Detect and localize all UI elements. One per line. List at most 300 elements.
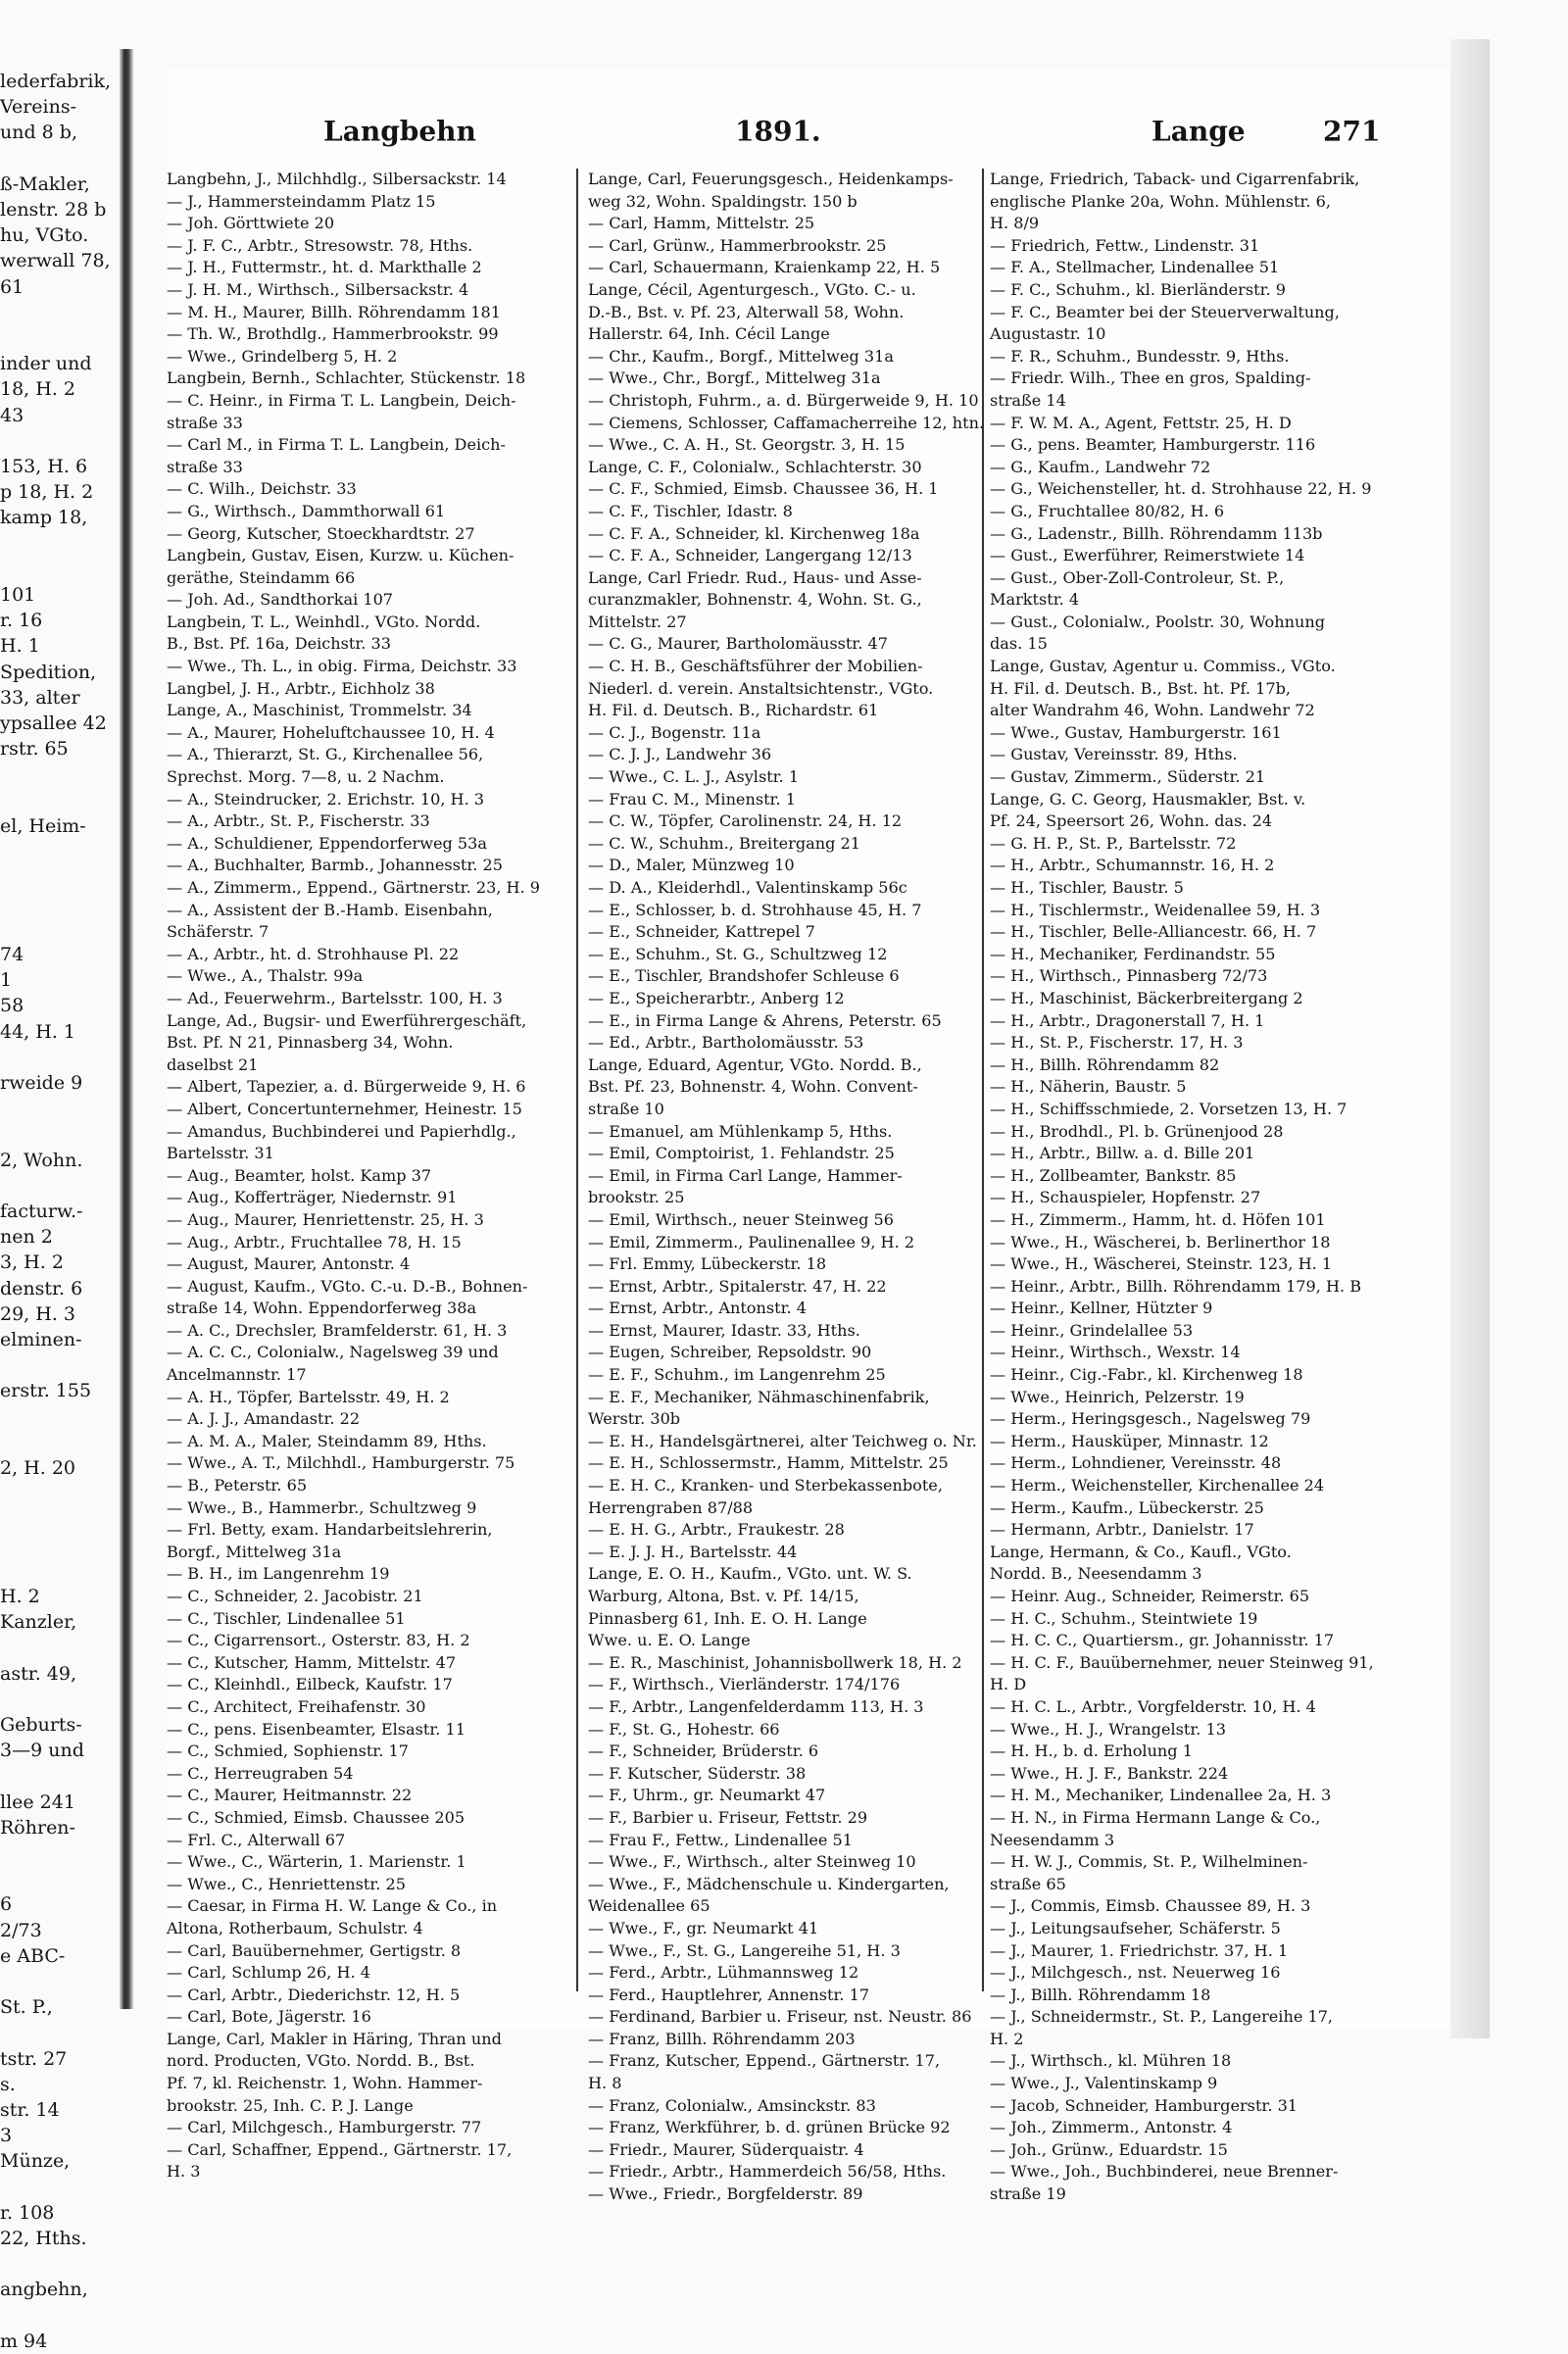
directory-entry-line: — Franz, Billh. Röhrendamm 203 xyxy=(588,2029,856,2048)
directory-entry-line: B., Bst. Pf. 16a, Deichstr. 33 xyxy=(167,634,392,654)
directory-entry-line: — Carl, Arbtr., Diederichstr. 12, H. 5 xyxy=(167,1985,461,2004)
directory-entry-line: — A., Thierarzt, St. G., Kirchenallee 56, xyxy=(167,745,484,764)
directory-entry-line: das. 15 xyxy=(990,634,1048,654)
strip-line: facturw.- xyxy=(0,1200,83,1222)
directory-entry-line: Lange, G. C. Georg, Hausmakler, Bst. v. xyxy=(990,789,1306,809)
strip-line: 43 xyxy=(0,404,24,426)
strip-line xyxy=(0,1763,118,1789)
strip-line: 101 xyxy=(0,584,36,607)
directory-entry-line: — H., Wirthsch., Pinnasberg 72/73 xyxy=(990,966,1268,986)
directory-entry-line: — H., Näherin, Baustr. 5 xyxy=(990,1077,1187,1097)
directory-entry-line: Marktstr. 4 xyxy=(990,590,1080,610)
strip-line: erstr. 155 xyxy=(0,1380,92,1402)
directory-entry-line: — G., Wirthsch., Dammthorwall 61 xyxy=(167,501,446,520)
directory-entry-line: — E. F., Schuhm., im Langenrehm 25 xyxy=(588,1365,886,1385)
directory-entry-line: — Herm., Lohndiener, Vereinsstr. 48 xyxy=(990,1453,1282,1473)
directory-entry-line: — Emanuel, am Mühlenkamp 5, Hths. xyxy=(588,1121,893,1141)
strip-line xyxy=(0,1866,118,1891)
directory-entry-line: Lange, Carl, Feuerungsgesch., Heidenkamps- xyxy=(588,170,954,188)
directory-entry-line: — E., Tischler, Brandshofer Schleuse 6 xyxy=(588,966,900,986)
directory-entry-line: — Wwe., B., Hammerbr., Schultzweg 9 xyxy=(167,1497,477,1517)
directory-entry-line: — F. R., Schuhm., Bundesstr. 9, Hths. xyxy=(990,346,1290,366)
directory-entry-line: — Wwe., F., Wirthsch., alter Steinweg 10 xyxy=(588,1852,916,1872)
directory-entry-line: — Herm., Heringsgesch., Nagelsweg 79 xyxy=(990,1409,1311,1429)
column-3 xyxy=(990,169,1382,2204)
strip-line: tstr. 27 xyxy=(0,2047,68,2070)
directory-entry-line: daselbst 21 xyxy=(167,1054,259,1074)
directory-entry-line: — Franz, Colonialw., Amsinckstr. 83 xyxy=(588,2095,876,2115)
directory-entry-line: — Aug., Maurer, Henriettenstr. 25, H. 3 xyxy=(167,1209,484,1229)
directory-entry-line: — Frl. C., Alterwall 67 xyxy=(167,1830,346,1849)
strip-line xyxy=(0,1404,118,1430)
strip-line xyxy=(0,300,118,325)
directory-entry-line: Langbein, Bernh., Schlachter, Stückenstr. 18 xyxy=(167,368,526,388)
directory-entry-line: — G. H. P., St. P., Bartelsstr. 72 xyxy=(990,833,1237,853)
strip-line: denstr. 6 xyxy=(0,1277,83,1300)
directory-entry-line: — Wwe., H. J., Wrangelstr. 13 xyxy=(990,1719,1227,1739)
directory-entry-line: — Franz, Kutscher, Eppend., Gärtnerstr. 17, xyxy=(588,2051,941,2071)
directory-entry-line: Herrengraben 87/88 xyxy=(588,1497,754,1517)
directory-entry-line: — Amandus, Buchbinderei und Papierhdlg., xyxy=(167,1121,516,1141)
directory-entry-line: — Ernst, Arbtr., Antonstr. 4 xyxy=(588,1299,807,1318)
strip-line: rweide 9 xyxy=(0,1071,83,1094)
directory-entry-line: — Emil, in Firma Carl Lange, Hammer- xyxy=(588,1165,903,1185)
directory-entry-line: — August, Kaufm., VGto. C.-u. D.-B., Bohnen- xyxy=(167,1276,528,1296)
directory-entry-line: — Wwe., C. L. J., Asylstr. 1 xyxy=(588,767,800,787)
strip-line xyxy=(0,839,118,864)
directory-entry-line: — H. C. C., Quartiersm., gr. Johannisstr. 17 xyxy=(990,1631,1335,1650)
directory-entry-line: geräthe, Steindamm 66 xyxy=(167,567,356,587)
strip-line: 3—9 und xyxy=(0,1740,84,1762)
directory-entry-line: — A., Schuldiener, Eppendorferweg 53a xyxy=(167,833,488,853)
directory-entry-line: — Carl, Bauübernehmer, Gertigstr. 8 xyxy=(167,1940,462,1960)
directory-entry-line: — C., Schneider, 2. Jacobistr. 21 xyxy=(167,1587,423,1605)
directory-entry-line: weg 32, Wohn. Spaldingstr. 150 b xyxy=(588,191,858,211)
strip-line xyxy=(0,2175,118,2200)
strip-line xyxy=(0,1173,118,1199)
entry-columns xyxy=(167,169,1382,2204)
directory-entry-line: Niederl. d. verein. Anstaltsichtenstr., VGto. xyxy=(588,678,934,698)
directory-entry-line: — Frau F., Fettw., Lindenallee 51 xyxy=(588,1830,854,1849)
directory-entry-line: Lange, Friedrich, Taback- und Cigarrenfabrik, xyxy=(990,170,1360,188)
directory-entry-line: straße 33 xyxy=(167,457,243,476)
directory-entry-line: — Wwe., Joh., Buchbinderei, neue Brenner- xyxy=(990,2162,1339,2182)
directory-entry-line: — J., Commis, Eimsb. Chaussee 89, H. 3 xyxy=(990,1896,1311,1916)
directory-entry-line: — H. N., in Firma Hermann Lange & Co., xyxy=(990,1807,1321,1827)
directory-entry-line: Augustastr. 10 xyxy=(990,324,1106,344)
directory-entry-line: — C., Tischler, Lindenallee 51 xyxy=(167,1608,406,1628)
directory-entry-line: — Carl, Schlump 26, H. 4 xyxy=(167,1963,371,1983)
directory-entry-line: — Heinr., Kellner, Hützter 9 xyxy=(990,1299,1213,1318)
directory-entry-line: — Herm., Kaufm., Lübeckerstr. 25 xyxy=(990,1497,1264,1517)
strip-line: Spedition, xyxy=(0,661,97,683)
strip-line: astr. 49, xyxy=(0,1662,77,1685)
strip-line: H. 2 xyxy=(0,1585,40,1607)
directory-entry-line: — August, Maurer, Antonstr. 4 xyxy=(167,1254,411,1274)
strip-line xyxy=(0,1121,118,1147)
strip-line xyxy=(0,1506,118,1532)
directory-entry-line: — Frl. Betty, exam. Handarbeitslehrerin, xyxy=(167,1520,493,1540)
directory-entry-line: Lange, Cécil, Agenturgesch., VGto. C.- u. xyxy=(588,279,916,299)
directory-entry-line: — G., pens. Beamter, Hamburgerstr. 116 xyxy=(990,435,1316,455)
directory-entry-line: — H., Arbtr., Dragonerstall 7, H. 1 xyxy=(990,1010,1265,1030)
directory-entry-line: — Eugen, Schreiber, Repsoldstr. 90 xyxy=(588,1343,872,1362)
directory-entry-line: — C., Schmied, Eimsb. Chaussee 205 xyxy=(167,1807,466,1827)
directory-entry-line: — Herm., Hausküper, Minnastr. 12 xyxy=(990,1431,1269,1450)
strip-line: r. 108 xyxy=(0,2201,55,2224)
directory-entry-line: — H., Tischler, Baustr. 5 xyxy=(990,878,1184,897)
directory-entry-line: — D. A., Kleiderhdl., Valentinskamp 56c xyxy=(588,878,907,897)
directory-entry-line: brookstr. 25, Inh. C. P. J. Lange xyxy=(167,2095,414,2115)
directory-entry-line: Langbein, T. L., Weinhdl., VGto. Nordd. xyxy=(167,612,481,631)
strip-line: e ABC- xyxy=(0,1944,66,1967)
directory-entry-line: — E., Speicherarbtr., Anberg 12 xyxy=(588,988,845,1007)
strip-line xyxy=(0,891,118,916)
directory-entry-line: H. 3 xyxy=(167,2162,201,2182)
directory-entry-line: — Hermann, Arbtr., Danielstr. 17 xyxy=(990,1520,1254,1540)
directory-entry-line: — J., Milchgesch., nst. Neuerweg 16 xyxy=(990,1963,1281,1983)
directory-entry-line: Langbel, J. H., Arbtr., Eichholz 38 xyxy=(167,678,435,698)
directory-entry-line: — Heinr., Grindelallee 53 xyxy=(990,1320,1194,1340)
strip-line: el, Heim- xyxy=(0,814,86,837)
directory-entry-line: — Heinr., Wirthsch., Wexstr. 14 xyxy=(990,1343,1241,1362)
directory-entry-line: — Wwe., C., Henriettenstr. 25 xyxy=(167,1874,406,1893)
directory-entry-line: — Heinr. Aug., Schneider, Reimerstr. 65 xyxy=(990,1587,1310,1605)
strip-line xyxy=(0,788,118,813)
directory-entry-line: brookstr. 25 xyxy=(588,1188,685,1207)
directory-entry-line: — Friedr., Maurer, Süderquaistr. 4 xyxy=(588,2139,864,2159)
directory-entry-line: — Carl M., in Firma T. L. Langbein, Deich- xyxy=(167,435,506,455)
directory-entry-line: — C. J., Bogenstr. 11a xyxy=(588,722,761,742)
directory-entry-line: — H., Brodhdl., Pl. b. Grünenjood 28 xyxy=(990,1121,1284,1141)
strip-line xyxy=(0,557,118,582)
directory-entry-line: — Chr., Kaufm., Borgf., Mittelweg 31a xyxy=(588,346,894,366)
strip-line: ypsallee 42 xyxy=(0,712,107,735)
strip-line: 33, alter xyxy=(0,686,80,709)
directory-entry-line: — F., Schneider, Brüderstr. 6 xyxy=(588,1741,819,1761)
directory-entry-line: — J. H. M., Wirthsch., Silbersackstr. 4 xyxy=(167,279,469,299)
directory-entry-line: — Ernst, Arbtr., Spitalerstr. 47, H. 22 xyxy=(588,1276,887,1296)
strip-line xyxy=(0,916,118,942)
directory-entry-line: — H., Zollbeamter, Bankstr. 85 xyxy=(990,1165,1237,1185)
directory-entry-line: Werstr. 30b xyxy=(588,1409,681,1429)
directory-entry-line: — Ferdinand, Barbier u. Friseur, nst. Neustr. 86 xyxy=(588,2007,972,2027)
directory-entry-line: Lange, Carl Friedr. Rud., Haus- und Asse- xyxy=(588,567,922,587)
directory-entry-line: — Wwe., Th. L., in obig. Firma, Deichstr. 33 xyxy=(167,657,517,676)
directory-entry-line: — Aug., Kofferträger, Niedernstr. 91 xyxy=(167,1188,458,1207)
directory-entry-line: — C. Heinr., in Firma T. L. Langbein, Deich- xyxy=(167,390,516,410)
strip-line: rstr. 65 xyxy=(0,738,69,760)
directory-entry-line: — Ferd., Arbtr., Lühmannsweg 12 xyxy=(588,1963,859,1983)
directory-entry-line: — A. M. A., Maler, Steindamm 89, Hths. xyxy=(167,1431,487,1450)
strip-line xyxy=(0,1430,118,1455)
directory-entry-line: — Wwe., H., Wäscherei, b. Berlinerthor 18 xyxy=(990,1232,1331,1251)
directory-entry-line: — C., Cigarrensort., Osterstr. 83, H. 2 xyxy=(167,1631,470,1650)
directory-entry-line: — C., Kleinhdl., Eilbeck, Kaufstr. 17 xyxy=(167,1675,453,1694)
previous-page-strip xyxy=(0,69,118,2352)
strip-line: s. xyxy=(0,2073,16,2095)
directory-entry-line: — B. H., im Langenrehm 19 xyxy=(167,1564,390,1584)
strip-line: 3, H. 2 xyxy=(0,1251,64,1274)
directory-entry-line: Bst. Pf. N 21, Pinnasberg 34, Wohn. xyxy=(167,1033,454,1053)
directory-entry-line: — Christoph, Fuhrm., a. d. Bürgerweide 9, H. 10 xyxy=(588,390,979,410)
directory-entry-line: — H., Tischler, Belle-Alliancestr. 66, H. 7 xyxy=(990,922,1317,942)
strip-line xyxy=(0,531,118,557)
directory-entry-line: Lange, Gustav, Agentur u. Commiss., VGto. xyxy=(990,657,1336,676)
directory-entry-line: — Wwe., H., Wäscherei, Steinstr. 123, H. 1 xyxy=(990,1254,1333,1274)
right-page-edge xyxy=(1450,39,1490,2038)
directory-entry-line: — M. H., Maurer, Billh. Röhrendamm 181 xyxy=(167,302,501,321)
directory-entry-line: — A., Maurer, Hoheluftchaussee 10, H. 4 xyxy=(167,722,495,742)
strip-line xyxy=(0,1687,118,1712)
strip-line: elminen- xyxy=(0,1328,82,1350)
directory-entry-line: straße 14 xyxy=(990,390,1066,410)
directory-entry-line: — G., Fruchtallee 80/82, H. 6 xyxy=(990,501,1225,520)
directory-entry-line: — C. H. B., Geschäftsführer der Mobilien- xyxy=(588,657,923,676)
strip-line: 22, Hths. xyxy=(0,2228,87,2250)
directory-entry-line: — C., Herreugraben 54 xyxy=(167,1763,354,1783)
directory-entry-line: — C., Maurer, Heitmannstr. 22 xyxy=(167,1786,413,1805)
strip-line: p 18, H. 2 xyxy=(0,481,94,504)
strip-line: 61 xyxy=(0,275,24,298)
directory-entry-line: — J. F. C., Arbtr., Stresowstr. 78, Hths. xyxy=(167,235,473,255)
directory-entry-line: — H., Maschinist, Bäckerbreitergang 2 xyxy=(990,988,1303,1007)
directory-entry-line: — Frau C. M., Minenstr. 1 xyxy=(588,789,796,809)
directory-entry-line: — E. H. G., Arbtr., Fraukestr. 28 xyxy=(588,1520,845,1540)
directory-entry-line: — A., Arbtr., St. P., Fischerstr. 33 xyxy=(167,811,430,831)
directory-entry-line: — Ad., Feuerwehrm., Bartelsstr. 100, H. 3 xyxy=(167,988,503,1007)
directory-entry-line: Pinnasberg 61, Inh. E. O. H. Lange xyxy=(588,1608,867,1628)
directory-entry-line: straße 19 xyxy=(990,2184,1066,2204)
strip-line: 2/73 xyxy=(0,1919,42,1941)
strip-line xyxy=(0,1533,118,1558)
directory-entry-line: — C. F., Schmied, Eimsb. Chaussee 36, H. 1 xyxy=(588,479,939,499)
directory-entry-line: Warburg, Altona, Bst. v. Pf. 14/15, xyxy=(588,1587,859,1605)
directory-entry-line: — E., Schneider, Kattrepel 7 xyxy=(588,922,815,942)
directory-entry-line: — A. C. C., Colonialw., Nagelsweg 39 und xyxy=(167,1343,499,1362)
directory-entry-line: — Frl. Emmy, Lübeckerstr. 18 xyxy=(588,1254,827,1274)
strip-line: kamp 18, xyxy=(0,507,88,529)
page-header xyxy=(167,69,1382,148)
directory-entry-line: — C. F., Tischler, Idastr. 8 xyxy=(588,501,793,520)
directory-entry-line: — Albert, Concertunternehmer, Heinestr. 15 xyxy=(167,1099,522,1118)
strip-line xyxy=(0,146,118,172)
strip-line: Kanzler, xyxy=(0,1611,77,1634)
directory-entry-line: — Friedr. Wilh., Thee en gros, Spalding- xyxy=(990,368,1311,388)
strip-line xyxy=(0,325,118,351)
directory-entry-line: — Heinr., Arbtr., Billh. Röhrendamm 179, H. B xyxy=(990,1276,1362,1296)
directory-entry-line: — Aug., Arbtr., Fruchtallee 78, H. 15 xyxy=(167,1232,462,1251)
directory-entry-line: — F. W. M. A., Agent, Fettstr. 25, H. D xyxy=(990,413,1292,432)
directory-entry-line: — A. J. J., Amandastr. 22 xyxy=(167,1409,361,1429)
strip-line: 29, H. 3 xyxy=(0,1302,75,1325)
strip-line xyxy=(0,1096,118,1121)
strip-line: Münze, xyxy=(0,2150,71,2173)
directory-entry-line: — C., pens. Eisenbeamter, Elsastr. 11 xyxy=(167,1719,466,1739)
directory-entry-line: — B., Peterstr. 65 xyxy=(167,1476,308,1496)
strip-line xyxy=(0,1558,118,1584)
directory-entry-line: alter Wandrahm 46, Wohn. Landwehr 72 xyxy=(990,701,1315,720)
directory-entry-line: straße 65 xyxy=(990,1874,1066,1893)
strip-line: lenstr. 28 b xyxy=(0,199,107,221)
directory-entry-line: englische Planke 20a, Wohn. Mühlenstr. 6, xyxy=(990,191,1331,211)
directory-entry-line: — G., Ladenstr., Billh. Röhrendamm 113b xyxy=(990,523,1323,543)
strip-line: str. 14 xyxy=(0,2099,60,2122)
directory-entry-line: — Ferd., Hauptlehrer, Annenstr. 17 xyxy=(588,1985,870,2004)
strip-line: werwall 78, xyxy=(0,250,111,272)
directory-entry-line: — Carl, Hamm, Mittelstr. 25 xyxy=(588,214,815,233)
directory-entry-line: Lange, Carl, Makler in Häring, Thran und xyxy=(167,2029,502,2048)
directory-entry-line: — H. M., Mechaniker, Lindenallee 2a, H. 3 xyxy=(990,1786,1332,1805)
directory-entry-line: — F., St. G., Hohestr. 66 xyxy=(588,1719,780,1739)
directory-entry-line: — J. H., Futtermstr., ht. d. Markthalle 2 xyxy=(167,258,482,277)
directory-entry-line: H. 8/9 xyxy=(990,214,1040,233)
directory-entry-line: — H., Zimmerm., Hamm, ht. d. Höfen 101 xyxy=(990,1209,1326,1229)
directory-entry-line: Pf. 24, Speersort 26, Wohn. das. 24 xyxy=(990,811,1273,831)
directory-entry-line: — J., Maurer, 1. Friedrichstr. 37, H. 1 xyxy=(990,1940,1289,1960)
directory-entry-line: — Emil, Zimmerm., Paulinenallee 9, H. 2 xyxy=(588,1232,915,1251)
directory-entry-line: — Joh., Zimmerm., Antonstr. 4 xyxy=(990,2118,1233,2137)
directory-entry-line: H. D xyxy=(990,1675,1027,1694)
strip-line: 153, H. 6 xyxy=(0,456,88,478)
directory-entry-line: Sprechst. Morg. 7—8, u. 2 Nachm. xyxy=(167,767,445,787)
strip-line: Röhren- xyxy=(0,1816,75,1839)
directory-entry-line: — Wwe., Heinrich, Pelzerstr. 19 xyxy=(990,1387,1245,1406)
directory-entry-line: Borgf., Mittelweg 31a xyxy=(167,1542,342,1561)
strip-line xyxy=(0,428,118,454)
directory-entry-line: Neesendamm 3 xyxy=(990,1830,1115,1849)
directory-entry-line: Lange, A., Maschinist, Trommelstr. 34 xyxy=(167,701,472,720)
directory-entry-line: H. 8 xyxy=(588,2074,622,2093)
directory-entry-line: Mittelstr. 27 xyxy=(588,612,687,631)
directory-entry-line: Ancelmannstr. 17 xyxy=(167,1365,307,1385)
directory-entry-line: — Wwe., C., Wärterin, 1. Marienstr. 1 xyxy=(167,1852,466,1872)
strip-line: und 8 b, xyxy=(0,122,78,144)
directory-entry-line: — Ernst, Maurer, Idastr. 33, Hths. xyxy=(588,1320,860,1340)
directory-entry-line: — Joh., Grünw., Eduardstr. 15 xyxy=(990,2139,1228,2159)
directory-entry-line: — H., Tischlermstr., Weidenallee 59, H. 3 xyxy=(990,900,1321,919)
strip-line: 2, H. 20 xyxy=(0,1456,75,1479)
directory-entry-line: — J., Billh. Röhrendamm 18 xyxy=(990,1985,1211,2004)
strip-line: hu, VGto. xyxy=(0,224,89,247)
header-right-word: Lange xyxy=(1152,115,1246,148)
directory-entry-line: — Caesar, in Firma H. W. Lange & Co., in xyxy=(167,1896,498,1916)
directory-entry-line: — H., St. P., Fischerstr. 17, H. 3 xyxy=(990,1033,1244,1053)
directory-entry-line: — Emil, Comptoirist, 1. Fehlandstr. 25 xyxy=(588,1144,895,1163)
directory-entry-line: — C. G., Maurer, Bartholomäusstr. 47 xyxy=(588,634,888,654)
strip-line xyxy=(0,1352,118,1378)
directory-entry-line: — H., Arbtr., Billw. a. d. Bille 201 xyxy=(990,1144,1255,1163)
directory-entry-line: H. 2 xyxy=(990,2029,1024,2048)
strip-line: 18, H. 2 xyxy=(0,378,75,401)
directory-entry-line: — G., Kaufm., Landwehr 72 xyxy=(990,457,1211,476)
strip-line: ß-Makler, xyxy=(0,172,90,195)
strip-line: inder und xyxy=(0,353,92,375)
directory-entry-line: nord. Producten, VGto. Nordd. B., Bst. xyxy=(167,2051,475,2071)
directory-entry-line: — A., Buchhalter, Barmb., Johannesstr. 25 xyxy=(167,856,504,875)
directory-entry-line: — H., Billh. Röhrendamm 82 xyxy=(990,1054,1220,1074)
strip-line xyxy=(0,1969,118,1994)
strip-line: lederfabrik, xyxy=(0,71,112,92)
directory-entry-line: — Gust., Colonialw., Poolstr. 30, Wohnung xyxy=(990,612,1326,631)
directory-entry-line: — C. Wilh., Deichstr. 33 xyxy=(167,479,357,499)
directory-entry-line: — A., Arbtr., ht. d. Strohhause Pl. 22 xyxy=(167,944,460,963)
directory-entry-line: — Wwe., A. T., Milchhdl., Hamburgerstr. 75 xyxy=(167,1453,515,1473)
directory-entry-line: H. Fil. d. Deutsch. B., Richardstr. 61 xyxy=(588,701,879,720)
strip-line: 58 xyxy=(0,995,24,1017)
directory-entry-line: — Heinr., Cig.-Fabr., kl. Kirchenweg 18 xyxy=(990,1365,1303,1385)
directory-entry-line: — Wwe., J., Valentinskamp 9 xyxy=(990,2074,1218,2093)
directory-entry-line: — H. C. F., Bauübernehmer, neuer Steinweg 91, xyxy=(990,1652,1374,1672)
strip-line: r. 16 xyxy=(0,610,43,632)
directory-entry-line: — Jacob, Schneider, Hamburgerstr. 31 xyxy=(990,2095,1298,2115)
strip-line: St. P., xyxy=(0,1996,53,2019)
strip-line xyxy=(0,1635,118,1660)
strip-line: 3 xyxy=(0,2125,13,2147)
directory-entry-line: — E. H. C., Kranken- und Sterbekassenbote, xyxy=(588,1476,943,1496)
strip-line xyxy=(0,2303,118,2329)
strip-line: Geburts- xyxy=(0,1714,82,1736)
directory-entry-line: — Carl, Schauermann, Kraienkamp 22, H. 5 xyxy=(588,258,941,277)
directory-entry-line: — A. C., Drechsler, Bramfelderstr. 61, H. 3 xyxy=(167,1320,508,1340)
strip-line: 74 xyxy=(0,943,24,965)
directory-entry-line: — A., Zimmerm., Eppend., Gärtnerstr. 23, H. 9 xyxy=(167,878,541,897)
page-number: 271 xyxy=(1323,115,1381,148)
directory-entry-line: — Joh. Ad., Sandthorkai 107 xyxy=(167,590,394,610)
directory-entry-line: — F. A., Stellmacher, Lindenallee 51 xyxy=(990,258,1280,277)
directory-entry-line: — H., Schauspieler, Hopfenstr. 27 xyxy=(990,1188,1261,1207)
directory-entry-line: Altona, Rotherbaum, Schulstr. 4 xyxy=(167,1918,423,1937)
directory-entry-line: — A. H., Töpfer, Bartelsstr. 49, H. 2 xyxy=(167,1387,450,1406)
directory-entry-line: — Carl, Schaffner, Eppend., Gärtnerstr. 17, xyxy=(167,2139,513,2159)
directory-entry-line: — Aug., Beamter, holst. Kamp 37 xyxy=(167,1165,432,1185)
directory-entry-line: — H. H., b. d. Erholung 1 xyxy=(990,1741,1193,1761)
directory-entry-line: — Carl, Grünw., Hammerbrookstr. 25 xyxy=(588,235,887,255)
directory-entry-line: — Herm., Weichensteller, Kirchenallee 24 xyxy=(990,1476,1325,1496)
directory-entry-line: — Wwe., F., Mädchenschule u. Kindergarten, xyxy=(588,1874,950,1893)
directory-entry-line: — C., Schmied, Sophienstr. 17 xyxy=(167,1741,409,1761)
directory-entry-line: — Carl, Bote, Jägerstr. 16 xyxy=(167,2007,371,2027)
directory-entry-line: — E. J. J. H., Bartelsstr. 44 xyxy=(588,1542,798,1561)
directory-entry-line: — Wwe., Gustav, Hamburgerstr. 161 xyxy=(990,722,1282,742)
directory-entry-line: — J., Hammersteindamm Platz 15 xyxy=(167,191,436,211)
strip-line xyxy=(0,1045,118,1070)
directory-entry-line: — F. C., Schuhm., kl. Bierländerstr. 9 xyxy=(990,279,1286,299)
directory-entry-line: — F., Arbtr., Langenfelderdamm 113, H. 3 xyxy=(588,1696,924,1716)
directory-entry-line: — Gust., Ober-Zoll-Controleur, St. P., xyxy=(990,567,1285,587)
directory-entry-line: — Joh. Görttwiete 20 xyxy=(167,214,335,233)
directory-entry-line: — Wwe., A., Thalstr. 99a xyxy=(167,966,364,986)
directory-entry-line: straße 10 xyxy=(588,1099,664,1118)
header-year: 1891. xyxy=(735,115,821,148)
directory-entry-line: — J., Schneidermstr., St. P., Langereihe 17, xyxy=(990,2007,1334,2027)
directory-entry-line: Bst. Pf. 23, Bohnenstr. 4, Wohn. Convent- xyxy=(588,1077,918,1097)
directory-entry-line: D.-B., Bst. v. Pf. 23, Alterwall 58, Wohn. xyxy=(588,302,905,321)
directory-entry-line: — Gustav, Zimmerm., Süderstr. 21 xyxy=(990,767,1266,787)
directory-entry-line: — F., Uhrm., gr. Neumarkt 47 xyxy=(588,1786,826,1805)
directory-entry-line: — E. R., Maschinist, Johannisbollwerk 18, H. 2 xyxy=(588,1652,962,1672)
directory-entry-line: — D., Maler, Münzweg 10 xyxy=(588,856,795,875)
directory-entry-line: — C., Kutscher, Hamm, Mittelstr. 47 xyxy=(167,1652,457,1672)
directory-entry-line: — Wwe., Chr., Borgf., Mittelweg 31a xyxy=(588,368,881,388)
strip-line xyxy=(0,1840,118,1866)
directory-entry-line: — E., in Firma Lange & Ahrens, Peterstr. 65 xyxy=(588,1010,942,1030)
directory-entry-line: — C. W., Schuhm., Breitergang 21 xyxy=(588,833,861,853)
directory-entry-line: — C. F. A., Schneider, kl. Kirchenweg 18a xyxy=(588,523,920,543)
directory-entry-line: — Georg, Kutscher, Stoeckhardtstr. 27 xyxy=(167,523,475,543)
directory-entry-line: — Wwe., C. A. H., St. Georgstr. 3, H. 15 xyxy=(588,435,906,455)
directory-entry-line: — E., Schuhm., St. G., Schultzweg 12 xyxy=(588,944,888,963)
